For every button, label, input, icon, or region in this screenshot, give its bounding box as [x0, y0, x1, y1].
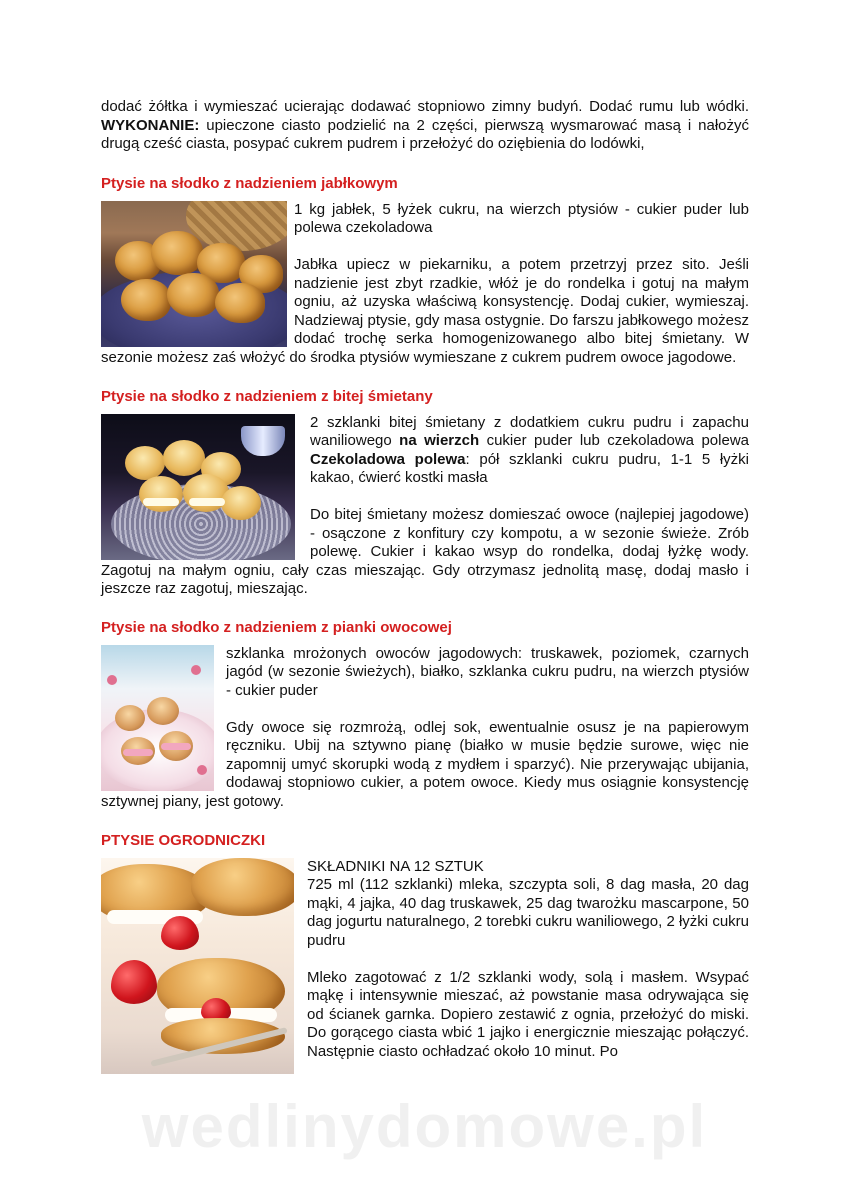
ingredients-subheading: SKŁADNIKI NA 12 SZTUK: [307, 857, 484, 875]
chocolate-glaze-label: Czekoladowa polewa: [310, 450, 466, 468]
recipe-section-fruit-mousse: [101, 619, 749, 812]
section-title: Ptysie na słodko z nadzieniem jabłkowym: [101, 174, 398, 192]
ingredients-part: : pół szklanki cukru pudru, 1-1 5 łyżki kakao, ćwierć kostki masła: [310, 450, 749, 487]
apple-puffs-photo: [101, 201, 287, 347]
method-text: Gdy owoce się rozmrożą, odlej sok, ewentualnie osusz je na papierowym ręczniku. Ubij na sztywno pianę (białko w musie będzie surowe, więc nie zapomnij umyć skorupki wodą z mydłem i sparzyć). Nie przerywając ubijania, dodawaj stopniowo cukier, a potem owoce. Kiedy mus osiągnie konsystencję sztywnej piany, jest gotowy.: [101, 718, 749, 811]
intro-paragraph: [101, 98, 749, 154]
ingredients-part: 2 szklanki bitej śmietany z dodatkiem cukru pudru i zapachu waniliowego: [310, 413, 749, 450]
method-text: Mleko zagotować z 1/2 szklanki wody, solą i masłem. Wsypać mąkę i intensywnie mieszać, aż powstanie masa odrywająca się od ścianek garnka. Dopiero zestawić z ognia, przełożyć do miski. Do gorącego ciasta wbić 1 jajko i energicznie mieszając połączyć. Następnie ciasto ochładzać około 10 minut. Po: [307, 968, 749, 1060]
recipe-section-apple: [101, 175, 749, 368]
ingredients-text: szklanka mrożonych owoców jagodowych: truskawek, poziomek, czarnych jagód (w sezonie świeżych), białko, szklanka cukru pudru, na wierzch ptysiów - cukier puder: [226, 644, 749, 700]
method-text: Jabłka upiecz w piekarniku, a potem przetrzyj przez sito. Jeśli nadzienie jest zbyt rzadkie, włóż je do rondelka i gotuj na małym ogniu, aż uzyska właściwą konsystencję. Dodaj cukier, wymieszaj. Nadziewaj ptysie, gdy masa ostygnie. Do farszu jabłkowego możesz dodać trochę serka homogenizowanego albo bitej śmietany. W sezonie możesz zaś włożyć do środka ptysiów wymieszane z cukrem pudrem owoce jagodowe.: [101, 255, 749, 366]
watermark: wedlinydomowe.pl: [141, 1093, 708, 1160]
intro-bold-label: WYKONANIE:: [101, 116, 200, 134]
method-text: Do bitej śmietany możesz domieszać owoce (najlepiej jagodowe) - osączone z konfitury czy kompotu, a w sezonie świeże. Zrób polewę. Cukier i kakao wsyp do rondelka, dodaj łyżkę wody. Zagotuj na małym ogniu, cały czas mieszając. Gdy otrzymasz jednolitą masę, dodaj masło i jeszcze raz zagotuj, mieszając.: [101, 505, 749, 598]
ingredients-text: 1 kg jabłek, 5 łyżek cukru, na wierzch ptysiów - cukier puder lub polewa czekoladowa: [294, 200, 749, 237]
fruit-mousse-puffs-photo: [101, 645, 214, 791]
section-title: PTYSIE OGRODNICZKI: [101, 831, 266, 849]
recipe-section-cream: [101, 388, 749, 599]
cream-puffs-photo: [101, 414, 295, 560]
intro-text: dodać żółtka i wymieszać ucierając dodawać stopniowo zimny budyń. Dodać rumu lub wódki.: [101, 98, 749, 115]
recipe-page: [101, 98, 749, 1094]
section-title: Ptysie na słodko z nadzieniem z bitej śmietany: [101, 387, 433, 405]
intro-text-continued: upieczone ciasto podzielić na 2 części, pierwszą wysmarować masą i nałożyć drugą cześć ciasta, posypać cukrem pudrem i przełożyć do oziębienia do lodówki,: [101, 116, 749, 153]
topping-label: na wierzch: [399, 432, 480, 450]
recipe-section-ogrodniczki: [101, 832, 749, 1074]
section-title: Ptysie na słodko z nadzieniem z pianki owocowej: [101, 618, 452, 636]
ingredients-part: cukier puder lub czekoladowa polewa: [479, 432, 749, 450]
ingredients-text: 725 ml (112 szklanki) mleka, szczypta soli, 8 dag masła, 20 dag mąki, 4 jajka, 40 dag truskawek, 25 dag twarożku mascarpone, 50 dag jogurtu naturalnego, 2 torebki cukru waniliowego, 2 łyżki cukru pudru: [307, 876, 749, 949]
strawberry-puffs-photo: [101, 858, 294, 1074]
